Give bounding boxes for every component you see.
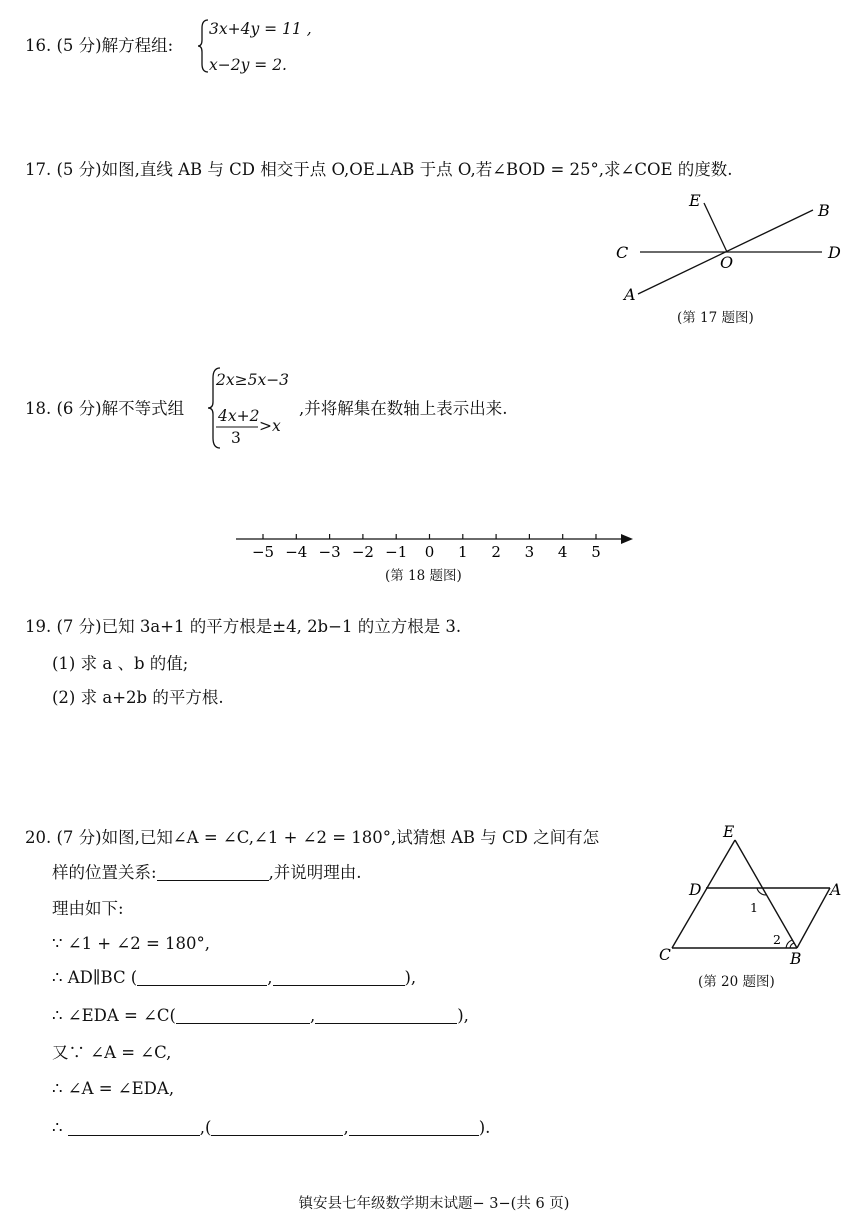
q16-eq1: 3x+4y = 11 , — [209, 20, 312, 38]
q17-text: 17. (5 分)如图,直线 AB 与 CD 相交于点 O,OE⊥AB 于点 O,若∠BOD = 25°,求∠COE 的度数. — [25, 160, 733, 179]
q20-point-c: C — [659, 946, 671, 964]
number-line-tick-label: 0 — [424, 543, 435, 561]
page-footer: 镇安县七年级数学期末试题− 3−(共 6 页) — [298, 1196, 570, 1212]
q20-line2-prefix: 样的位置关系: — [52, 863, 157, 882]
q20-step2: ∴ AD∥BC ( , ), — [52, 968, 417, 987]
q20-angle1-label: 1 — [750, 900, 758, 915]
q16-eq2: x−2y = 2. — [209, 56, 287, 74]
q20-reason-title: 理由如下: — [52, 899, 124, 918]
q17-point-b: B — [818, 201, 830, 220]
number-line-tick-label: −4 — [285, 543, 308, 561]
q18-ineq1: 2x≥5x−3 — [216, 371, 290, 389]
q17-point-d: D — [828, 243, 841, 262]
q20-line-ce — [672, 840, 735, 948]
q17-point-o: O — [720, 253, 734, 272]
q20-point-e: E — [723, 823, 735, 841]
q20-step5: ∴ ∠A = ∠EDA, — [52, 1079, 175, 1098]
q19-sub2: (2) 求 a+2b 的平方根. — [52, 688, 224, 707]
q18-label: 18. (6 分)解不等式组 — [25, 399, 185, 418]
q20-line2-suffix: ,并说明理由. — [268, 863, 362, 882]
q20-step6: ∴ ,( , ). — [52, 1118, 491, 1137]
number-line-tick-label: 4 — [557, 543, 568, 561]
q18-gt-x: >x — [259, 417, 281, 435]
q20-line-ab — [797, 888, 830, 948]
q17-point-a: A — [624, 285, 636, 304]
q20-angle2-arc — [786, 940, 792, 948]
q20-angle2-label: 2 — [773, 932, 781, 947]
q20-line1: 20. (7 分)如图,已知∠A = ∠C,∠1 + ∠2 = 180°,试猜想 AB 与 CD 之间有怎 — [25, 828, 600, 847]
q18-denominator: 3 — [231, 429, 241, 447]
q20-line-eb — [735, 840, 797, 948]
number-line-tick-label: 2 — [491, 543, 501, 561]
q20-point-d: D — [689, 881, 702, 899]
q20-step1: ∵ ∠1 + ∠2 = 180°, — [52, 934, 211, 953]
number-line-tick-label: −1 — [385, 543, 408, 561]
q17-point-c: C — [616, 243, 629, 262]
number-line-tick-label: 1 — [458, 543, 468, 561]
number-line-tick-label: 5 — [591, 543, 601, 561]
q17-caption: (第 17 题图) — [677, 310, 754, 326]
q19-sub1: (1) 求 a 、b 的值; — [52, 654, 189, 673]
number-line-tick-label: −3 — [318, 543, 341, 561]
q20-point-b: B — [790, 950, 802, 968]
q16-label: 16. (5 分)解方程组: — [25, 36, 174, 55]
q20-caption: (第 20 题图) — [698, 974, 775, 990]
q18-caption: (第 18 题图) — [385, 568, 462, 584]
q20-step3: ∴ ∠EDA = ∠C( , ), — [52, 1006, 469, 1025]
q20-step4: 又∵ ∠A = ∠C, — [52, 1043, 172, 1062]
q17-point-e: E — [689, 191, 701, 210]
number-line-tick-label: 3 — [524, 543, 535, 561]
q18-suffix: ,并将解集在数轴上表示出来. — [299, 399, 508, 418]
q18-numerator: 4x+2 — [218, 407, 260, 425]
q19-text: 19. (7 分)已知 3a+1 的平方根是±4, 2b−1 的立方根是 3. — [25, 617, 462, 636]
number-line-tick-label: −5 — [251, 543, 275, 561]
q20-point-a: A — [830, 881, 842, 899]
number-line-tick-label: −2 — [351, 543, 374, 561]
